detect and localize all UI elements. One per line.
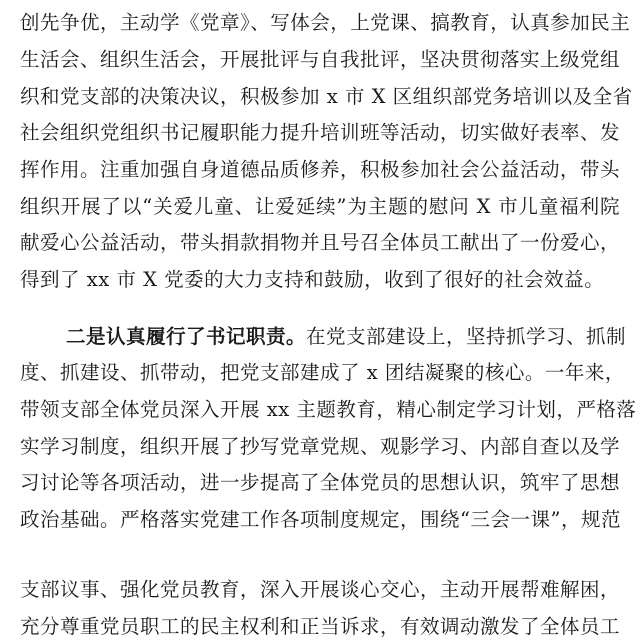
text-line: 织和党支部的决策决议，积极参加 x 市 X 区组织部党务培训以及全省: [20, 85, 633, 108]
text-line: 生活会、组织生活会，开展批评与自我批评，坚决贯彻落实上级党组: [20, 48, 621, 71]
text-run: 在党支部建设上，坚持抓学习、抓制: [306, 325, 627, 348]
text-line: 政治基础。严格落实党建工作各项制度规定，围绕“三会一课”，规范: [20, 508, 621, 531]
text-line: 充分尊重党员职工的民主权利和正当诉求，有效调动激发了全体员工: [20, 615, 621, 638]
paragraph-heading: 二是认真履行了书记职责。: [66, 325, 307, 348]
text-line-first: [66, 324, 627, 350]
text-line: 度、抓建设、抓带动，把党支部建成了 x 团结凝聚的核心。一年来，: [20, 361, 625, 384]
text-line: 实学习制度，组织开展了抄写党章党规、观影学习、内部自查以及学: [20, 435, 621, 458]
text-line: 得到了 xx 市 X 党委的大力支持和鼓励，收到了很好的社会效益。: [20, 268, 605, 291]
text-line: 挥作用。注重加强自身道德品质修养，积极参加社会公益活动，带头: [20, 158, 621, 181]
text-line: 社会组织党组织书记履职能力提升培训班等活动，切实做好表率、发: [20, 121, 621, 144]
text-line: 习讨论等各项活动，进一步提高了全体党员的思想认识，筑牢了思想: [20, 471, 621, 494]
text-line: 创先争优，主动学《党章》、写体会，上党课、搞教育，认真参加民主: [20, 11, 631, 34]
text-line: 组织开展了以“关爱儿童、让爱延续”为主题的慰问 X 市儿童福利院: [20, 195, 620, 218]
text-line: 献爱心公益活动，带头捐款捐物并且号召全体员工献出了一份爱心，: [20, 231, 621, 254]
text-line: 支部议事、强化党员教育，深入开展谈心交心，主动开展帮难解困，: [20, 578, 621, 601]
text-line: 带领支部全体党员深入开展 xx 主题教育，精心制定学习计划，严格落: [20, 398, 637, 421]
